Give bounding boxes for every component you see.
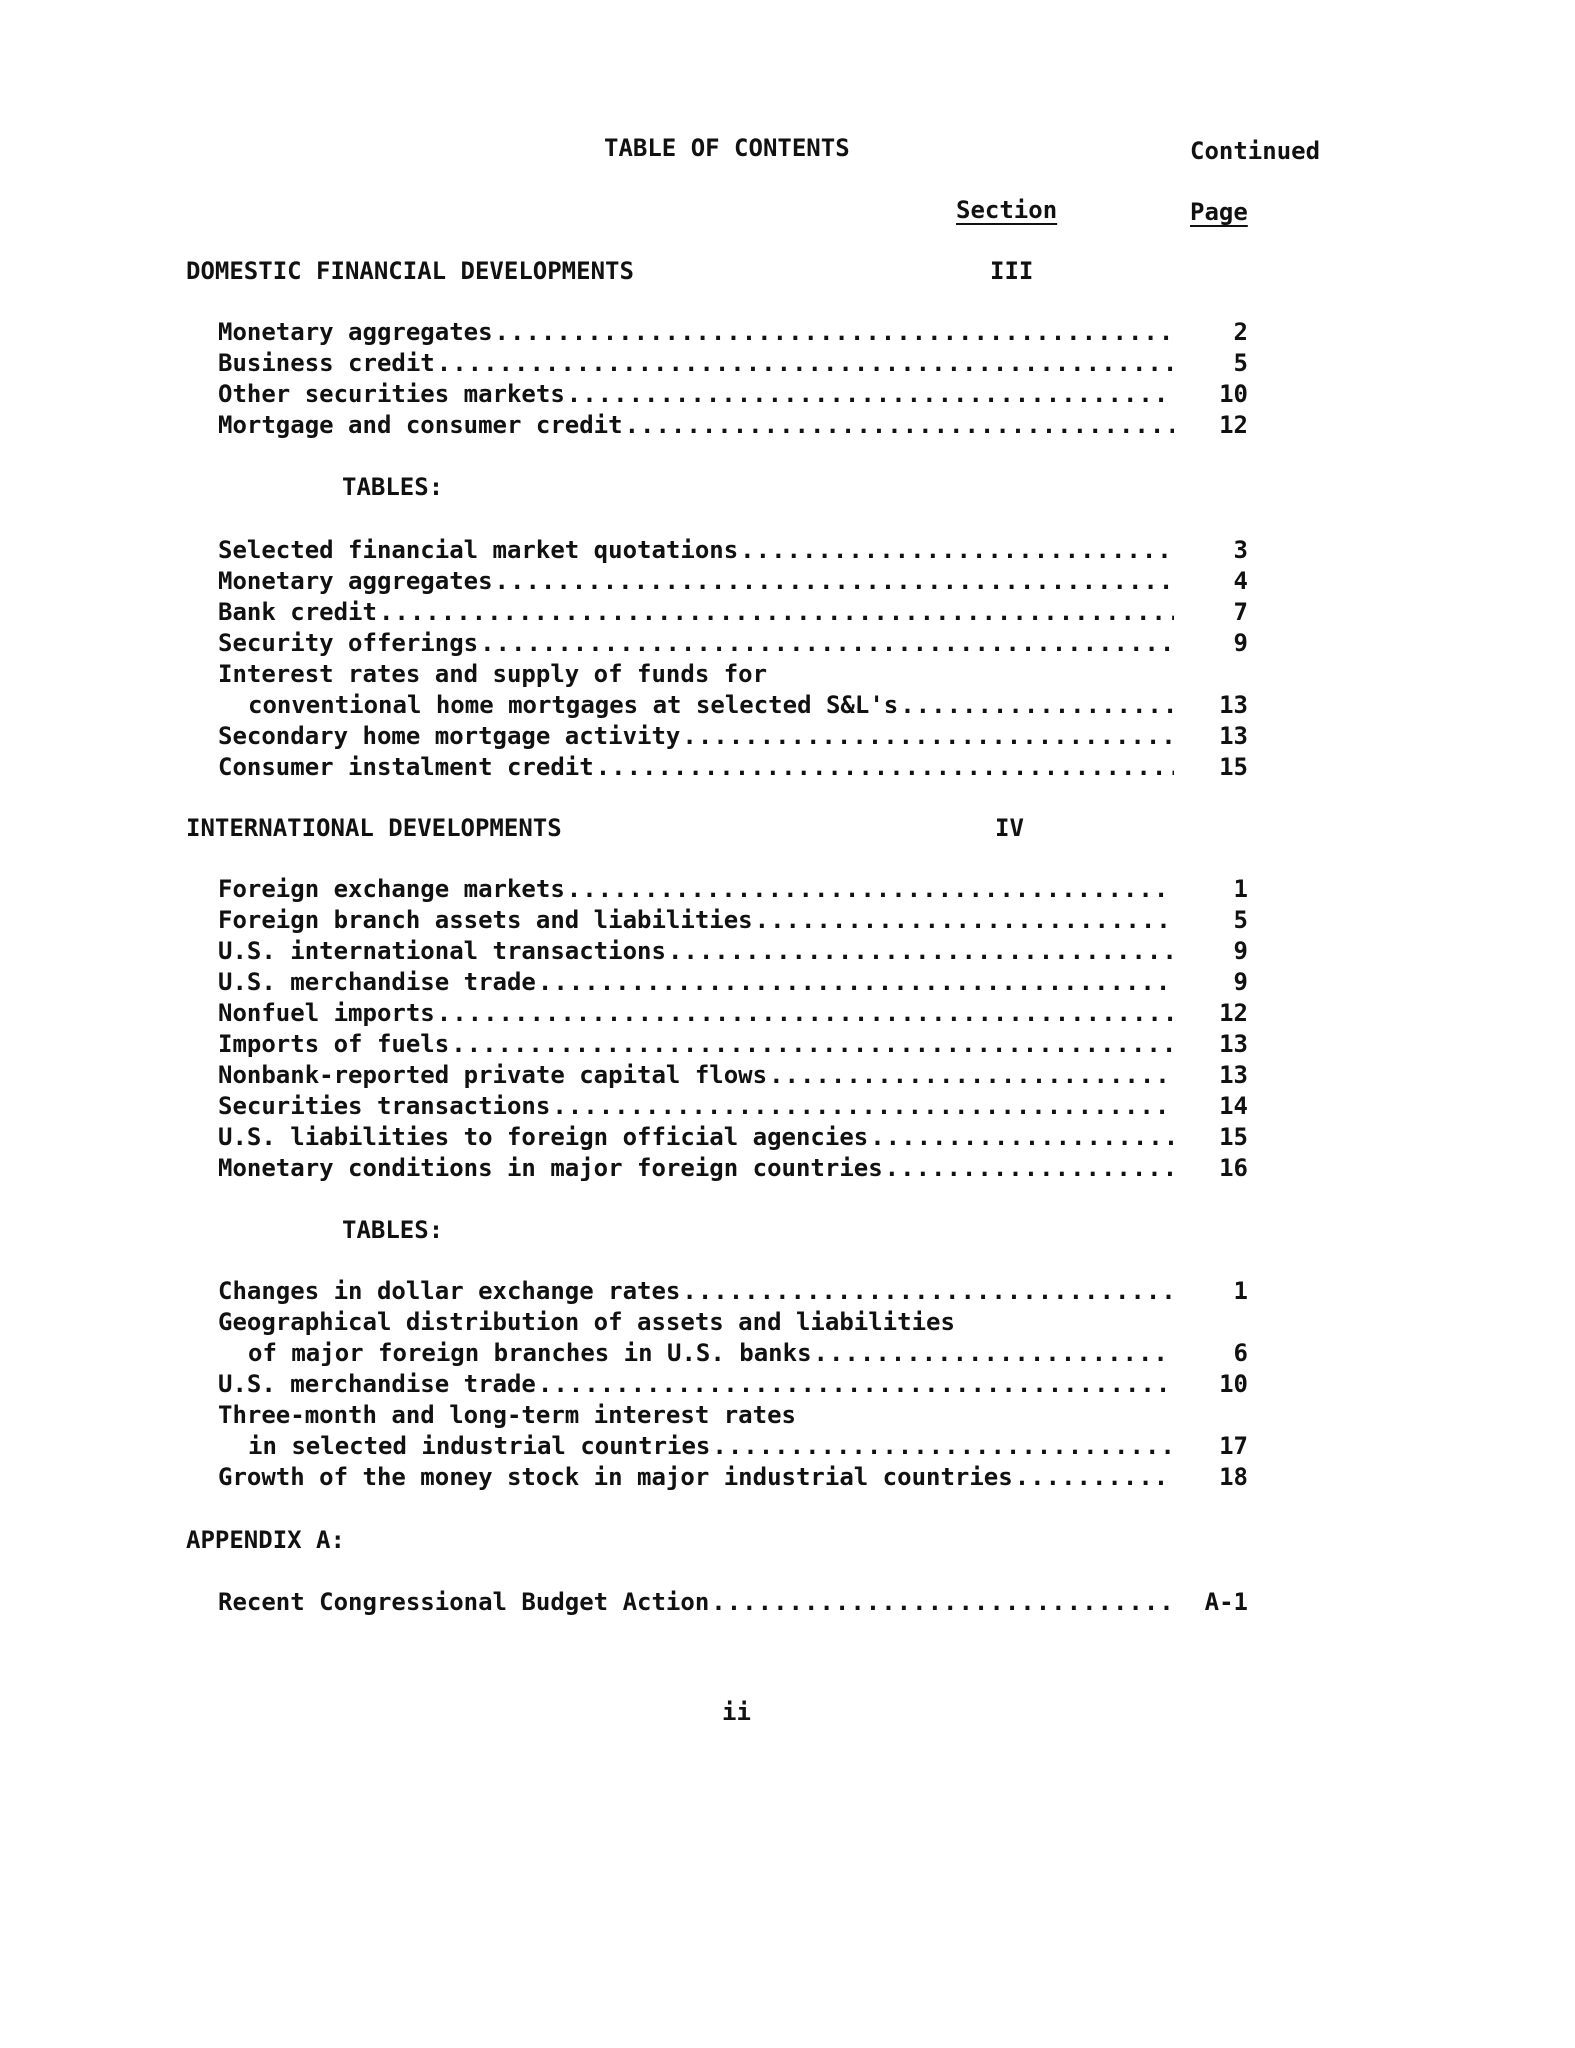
domestic-heading: DOMESTIC FINANCIAL DEVELOPMENTS [186, 257, 634, 285]
page-number: ii [722, 1698, 751, 1726]
toc-table-entry-line: Interest rates and supply of funds for [218, 660, 768, 688]
toc-entry: Other securities markets ..... 10 [218, 382, 1248, 414]
toc-table-entry: conventional home mortgages at selected S&L's ..... 13 [248, 693, 1248, 725]
continued-label: Continued [1190, 137, 1321, 165]
toc-table-entry: Selected financial market quotations ..... 3 [218, 538, 1248, 570]
domestic-section-number: III [990, 257, 1034, 285]
toc-table-entry: Bank credit ..... 7 [218, 600, 1248, 632]
toc-entry: Business credit ..... 5 [218, 351, 1248, 383]
toc-entry: U.S. merchandise trade ..... 9 [218, 970, 1248, 1002]
toc-table-entry-line: Geographical distribution of assets and liabilities [218, 1308, 955, 1336]
toc-title: TABLE OF CONTENTS [604, 134, 850, 162]
international-heading: INTERNATIONAL DEVELOPMENTS [186, 814, 562, 842]
toc-table-entry: Monetary aggregates ..... 4 [218, 569, 1248, 601]
toc-table-entry: of major foreign branches in U.S. banks ..... 6 [248, 1341, 1248, 1373]
toc-entry: Monetary conditions in major foreign countries ..... 16 [218, 1156, 1248, 1188]
toc-table-entry: U.S. merchandise trade ..... 10 [218, 1372, 1248, 1404]
toc-entry: Nonbank-reported private capital flows ..... 13 [218, 1063, 1248, 1095]
toc-table-entry: in selected industrial countries ..... 17 [248, 1434, 1248, 1466]
toc-table-entry: Growth of the money stock in major industrial countries ..... 18 [218, 1465, 1248, 1497]
appendix-heading: APPENDIX A: [186, 1526, 345, 1554]
domestic-tables-label: TABLES: [342, 473, 444, 501]
toc-entry: Monetary aggregates ..... 2 [218, 320, 1248, 352]
toc-entry: Securities transactions ..... 14 [218, 1094, 1248, 1126]
toc-entry: Imports of fuels ..... 13 [218, 1032, 1248, 1064]
toc-table-entry: Consumer instalment credit ..... 15 [218, 755, 1248, 787]
toc-table-entry: Secondary home mortgage activity ..... 13 [218, 724, 1248, 756]
toc-entry: U.S. liabilities to foreign official agencies ..... 15 [218, 1125, 1248, 1157]
section-column-header: Section [956, 196, 1058, 224]
international-section-number: IV [995, 814, 1024, 842]
toc-table-entry-line: Three-month and long-term interest rates [218, 1401, 796, 1429]
international-tables-label: TABLES: [342, 1216, 444, 1244]
toc-entry: Foreign branch assets and liabilities ..... 5 [218, 908, 1248, 940]
toc-entry: Recent Congressional Budget Action ..... A-1 [218, 1590, 1248, 1622]
toc-entry: Foreign exchange markets ..... 1 [218, 877, 1248, 909]
toc-table-entry: Security offerings ..... 9 [218, 631, 1248, 663]
toc-entry: Nonfuel imports ..... 12 [218, 1001, 1248, 1033]
toc-table-entry: Changes in dollar exchange rates ..... 1 [218, 1279, 1248, 1311]
toc-entry: Mortgage and consumer credit ..... 12 [218, 413, 1248, 445]
page-column-header: Page [1190, 198, 1248, 226]
toc-entry: U.S. international transactions ..... 9 [218, 939, 1248, 971]
